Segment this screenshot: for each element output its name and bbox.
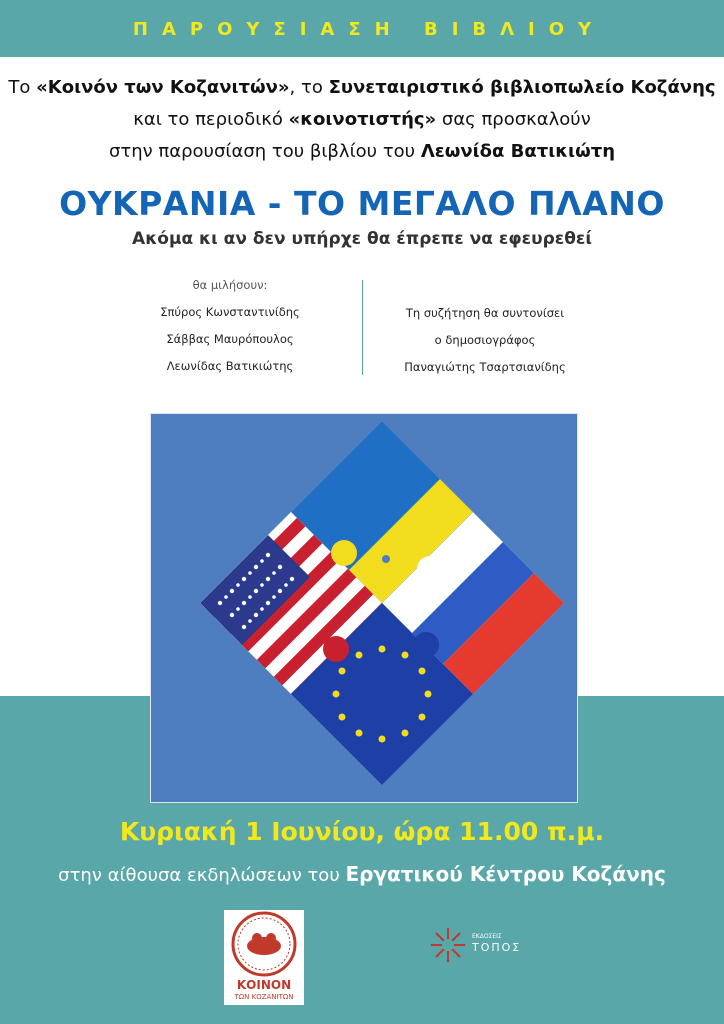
- text-fragment: στην παρουσίαση του βιβλίου του: [108, 141, 421, 162]
- speaker-name: Λεωνίδας Βατικιώτης: [166, 359, 294, 373]
- puzzle-knob: [331, 540, 357, 566]
- organizer-magazine: «κοινοτιστής»: [288, 109, 437, 130]
- topos-logo-small: ΕΚΔΟΣΕΙΣ: [472, 933, 502, 940]
- puzzle-knob: [323, 636, 349, 662]
- text-fragment: και το περιοδικό: [133, 109, 289, 130]
- book-subtitle: Ακόμα κι αν δεν υπήρχε θα έπρεπε να εφευρεθεί: [132, 229, 592, 249]
- speaker-name: Σάββας Μαυρόπουλος: [166, 332, 294, 346]
- moderator-line-1: Τη συζήτηση θα συντονίσει: [405, 306, 565, 320]
- puzzle-knob: [417, 556, 443, 582]
- book-cover-image: [150, 413, 578, 803]
- text-fragment: Το: [8, 77, 37, 98]
- venue-name: Εργατικού Κέντρου Κοζάνης: [345, 862, 666, 886]
- event-date: Κυριακή 1 Ιουνίου, ώρα 11.00 π.μ.: [119, 817, 605, 846]
- koinon-emblem-icon: [224, 910, 304, 978]
- invitation-line-1: [0, 77, 724, 98]
- topos-emblem-icon: [428, 925, 468, 965]
- speakers-label: θα μιλήσουν:: [192, 278, 268, 292]
- book-title: ΟΥΚΡΑΝΙΑ - ΤΟ ΜΕΓΑΛΟ ΠΛΑΝΟ: [59, 184, 665, 223]
- invitation-line-3: [0, 141, 724, 162]
- text-fragment: , το: [289, 77, 329, 98]
- topos-logo-name: ΤΟΠΟΣ: [472, 941, 522, 954]
- event-venue: [0, 862, 724, 886]
- topos-logo: [428, 925, 528, 975]
- column-divider: [362, 280, 363, 375]
- koinon-logo: [224, 910, 304, 1005]
- speakers-column: [130, 272, 330, 380]
- puzzle-gap: [382, 555, 390, 563]
- puzzle-knob: [413, 632, 439, 658]
- koinon-logo-title: ΚΟΙΝΟΝ: [236, 978, 292, 992]
- author-name: Λεωνίδα Βατικιώτη: [420, 141, 616, 162]
- moderator-name: Παναγιώτης Τσαρτσιανίδης: [404, 360, 566, 374]
- moderator-column: [390, 300, 580, 381]
- invitation-line-2: [0, 109, 724, 130]
- koinon-logo-subtitle: ΤΩΝ ΚΟΖΑΝΙΤΩΝ: [234, 993, 294, 1001]
- text-fragment: σας προσκαλούν: [436, 109, 591, 130]
- venue-prefix: στην αίθουσα εκδηλώσεων του: [58, 865, 346, 886]
- moderator-line-2: ο δημοσιογράφος: [434, 333, 536, 347]
- speaker-name: Σπύρος Κωνσταντινίδης: [160, 305, 300, 319]
- header-label: ΠΑΡΟΥΣΙΑΣΗ ΒΙΒΛΙΟΥ: [132, 19, 606, 40]
- organizer-koinon: «Κοινόν των Κοζανιτών»: [36, 77, 290, 98]
- organizer-bookshop: Συνεταιριστικό βιβλιοπωλείο Κοζάνης: [328, 77, 716, 98]
